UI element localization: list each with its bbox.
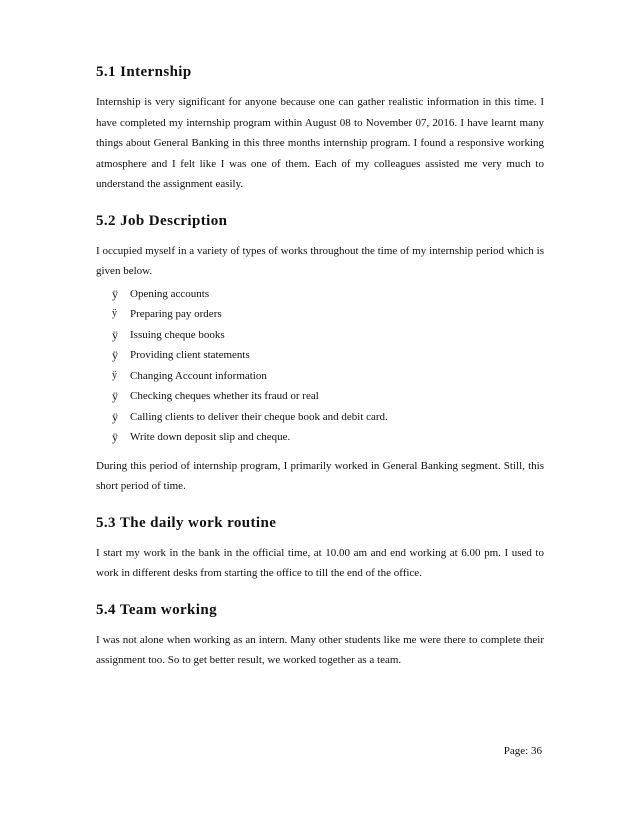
- page-content: [96, 62, 544, 687]
- section-daily-routine: [96, 513, 544, 584]
- list-item-text: Changing Account information: [130, 369, 267, 382]
- list-item-text: Opening accounts: [130, 287, 210, 300]
- list-item: [96, 386, 544, 407]
- bullet-icon: ÿ: [112, 286, 118, 301]
- list-item: [96, 407, 544, 428]
- bullet-icon: ÿ: [112, 430, 118, 444]
- list-item-text: Write down deposit slip and cheque.: [130, 431, 291, 443]
- section-heading: 5.1 Internship: [96, 64, 192, 80]
- section-internship: [96, 62, 544, 195]
- section-heading: 5.3 The daily work routine: [96, 514, 277, 531]
- bullet-icon: ÿ: [112, 409, 118, 424]
- list-item-text: Preparing pay orders: [130, 308, 222, 320]
- list-item-text: Providing client statements: [130, 349, 250, 361]
- bullet-icon: ÿ: [112, 308, 117, 319]
- bullet-icon: ÿ: [112, 389, 118, 403]
- section-paragraph: I start my work in the bank in the official time, at 10.00 am and end working at 6.00 pm. I used to work in different desks from starting the office to till the end of the office.: [96, 546, 544, 579]
- list-item-text: Checking cheques whether its fraud or real: [130, 390, 319, 402]
- list-item: [96, 427, 544, 448]
- section-paragraph-after: During this period of internship program, I primarily worked in General Banking segment. Still, this short period of time.: [96, 459, 544, 492]
- job-list: [96, 284, 544, 448]
- list-item: [96, 284, 544, 305]
- list-item: [96, 304, 544, 325]
- page-number: Page: 36: [503, 745, 542, 757]
- section-paragraph: Internship is very significant for anyone because one can gather realistic information in this time. I have completed my internship program within August 08 to November 07, 2016. I have learnt many things about General Banking in this three months internship program. I found a responsive working atmosphere and I felt like I was one of them. Each of my colleagues assisted me very much to understand the assignment easily.: [96, 96, 544, 190]
- section-job-description: [96, 211, 544, 497]
- section-team-working: [96, 600, 544, 671]
- section-heading: 5.4 Team working: [96, 601, 218, 618]
- bullet-icon: ÿ: [112, 327, 118, 342]
- list-item-text: Issuing cheque books: [130, 328, 225, 341]
- bullet-icon: ÿ: [112, 348, 118, 362]
- list-item: [96, 325, 544, 346]
- section-paragraph: I was not alone when working as an intern. Many other students like me were there to complete their assignment too. So to get better result, we worked together as a team.: [96, 633, 544, 666]
- bullet-icon: ÿ: [112, 369, 117, 381]
- section-heading: 5.2 Job Description: [96, 212, 228, 229]
- list-item: [96, 345, 544, 366]
- list-item-text: Calling clients to deliver their cheque book and debit card.: [130, 410, 388, 423]
- section-paragraph: I occupied myself in a variety of types of works throughout the time of my internship period which is given below.: [96, 244, 544, 277]
- list-item: [96, 366, 544, 387]
